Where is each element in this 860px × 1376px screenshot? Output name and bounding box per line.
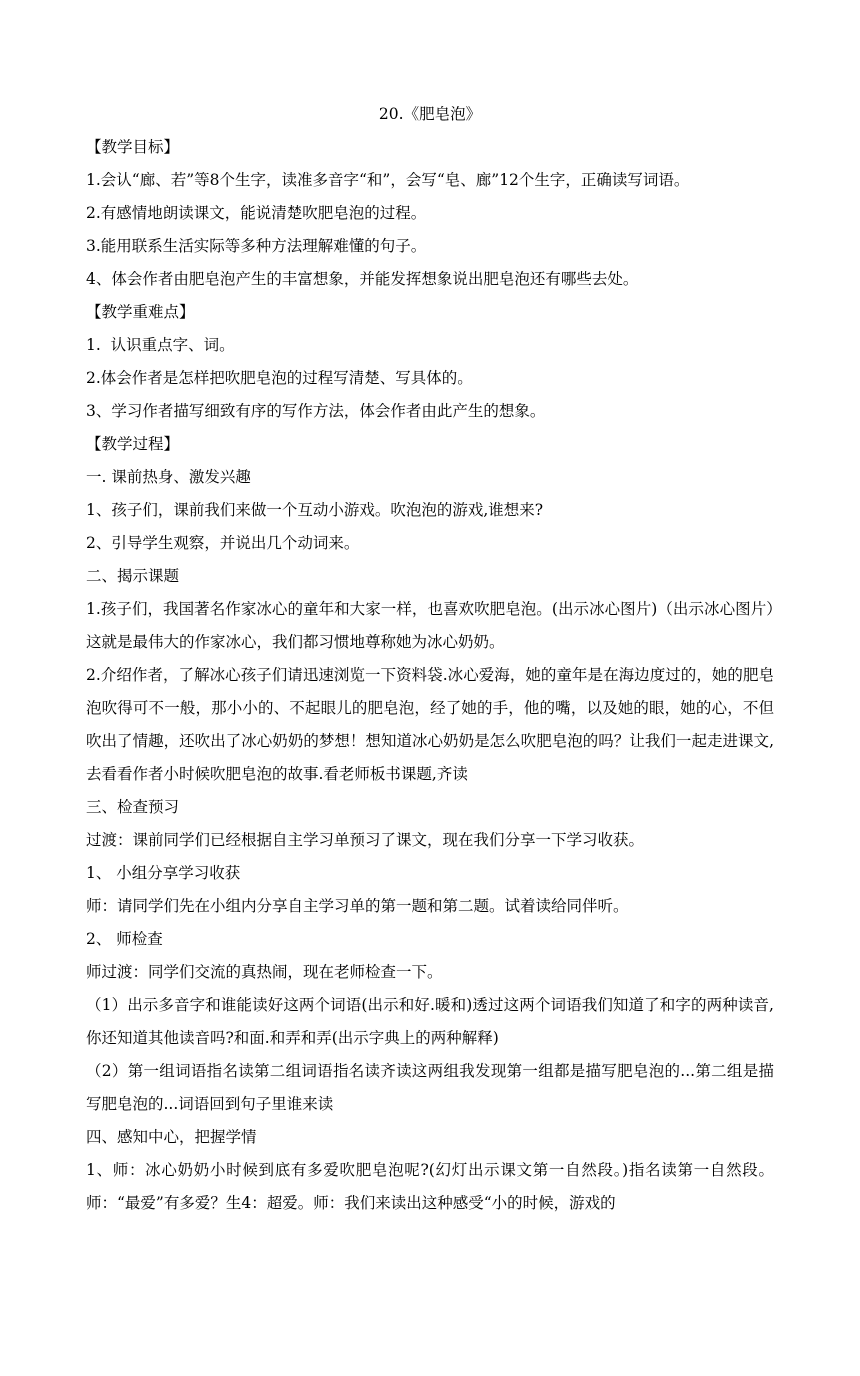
section-3-heading: 三、检查预习 — [86, 798, 180, 816]
goal-2: 2.有感情地朗读课文，能说清楚吹肥皂泡的过程。 — [86, 204, 427, 222]
lesson-title: 20.《肥皂泡》 — [378, 105, 482, 123]
section-3-item-2-detail: 师过渡：同学们交流的真热闹，现在老师检查一下。 — [86, 963, 443, 981]
section-3-item-1: 1、 小组分享学习收获 — [86, 864, 241, 882]
section-1-heading: 一. 课前热身、激发兴趣 — [86, 468, 251, 486]
section-1-item-1: 1、孩子们，课前我们来做一个互动小游戏。吹泡泡的游戏,谁想来? — [86, 501, 544, 519]
section-2-item-1: 1.孩子们，我国著名作家冰心的童年和大家一样，也喜欢吹肥皂泡。(出示冰心图片)（出示冰心图片）这就是最伟大的作家冰心，我们都习惯地尊称她为冰心奶奶。 — [86, 600, 774, 651]
key-point-1: 1. 认识重点字、词。 — [86, 336, 235, 354]
section-3-item-1-detail: 师：请同学们先在小组内分享自主学习单的第一题和第二题。试着读给同伴听。 — [86, 897, 629, 915]
document-body — [86, 98, 774, 1220]
goal-4: 4、体会作者由肥皂泡产生的丰富想象，并能发挥想象说出肥皂泡还有哪些去处。 — [86, 270, 639, 288]
goal-1: 1.会认“廊、若”等8个生字，读准多音字“和”，会写“皂、廊”12个生字，正确读写词语。 — [86, 171, 690, 189]
section-3-subitem-1: （1）出示多音字和谁能读好这两个词语(出示和好.暖和)透过这两个词语我们知道了和字的两种读音,你还知道其他读音吗?和面.和弄和弄(出示字典上的两种解释) — [86, 996, 774, 1047]
section-3-transition: 过渡：课前同学们已经根据自主学习单预习了课文，现在我们分享一下学习收获。 — [86, 831, 645, 849]
key-point-2: 2.体会作者是怎样把吹肥皂泡的过程写清楚、写具体的。 — [86, 369, 473, 387]
section-2-item-2: 2.介绍作者，了解冰心孩子们请迅速浏览一下资料袋.冰心爱海，她的童年是在海边度过的，她的肥皂泡吹得可不一般，那小小的、不起眼儿的肥皂泡，经了她的手，他的嘴，以及她的眼，她的心，不但吹出了情趣，还吹出了冰心奶奶的梦想！想知道冰心奶奶是怎么吹肥皂泡的吗？让我们一起走进课文,去看看作者小时候吹肥皂泡的故事.看老师板书课题,齐读 — [86, 666, 774, 783]
section-4-heading: 四、感知中心，把握学情 — [86, 1128, 257, 1146]
heading-teaching-goals: 【教学目标】 — [86, 138, 180, 156]
goal-3: 3.能用联系生活实际等多种方法理解难懂的句子。 — [86, 237, 427, 255]
section-4-item-1: 1、师：冰心奶奶小时候到底有多爱吹肥皂泡呢?(幻灯出示课文第一自然段。)指名读第一自然段。师：“最爱”有多爱？生4：超爱。师：我们来读出这种感受“小的时候，游戏的 — [86, 1161, 774, 1212]
section-3-item-2: 2、 师检查 — [86, 930, 163, 948]
section-3-subitem-2: （2）第一组词语指名读第二组词语指名读齐读这两组我发现第一组都是描写肥皂泡的...第二组是描写肥皂泡的...词语回到句子里谁来读 — [86, 1062, 774, 1113]
heading-key-points: 【教学重难点】 — [86, 303, 195, 321]
key-point-3: 3、学习作者描写细致有序的写作方法，体会作者由此产生的想象。 — [86, 402, 546, 420]
section-2-heading: 二、揭示课题 — [86, 567, 180, 585]
heading-teaching-process: 【教学过程】 — [86, 435, 180, 453]
section-1-item-2: 2、引导学生观察，并说出几个动词来。 — [86, 534, 360, 552]
